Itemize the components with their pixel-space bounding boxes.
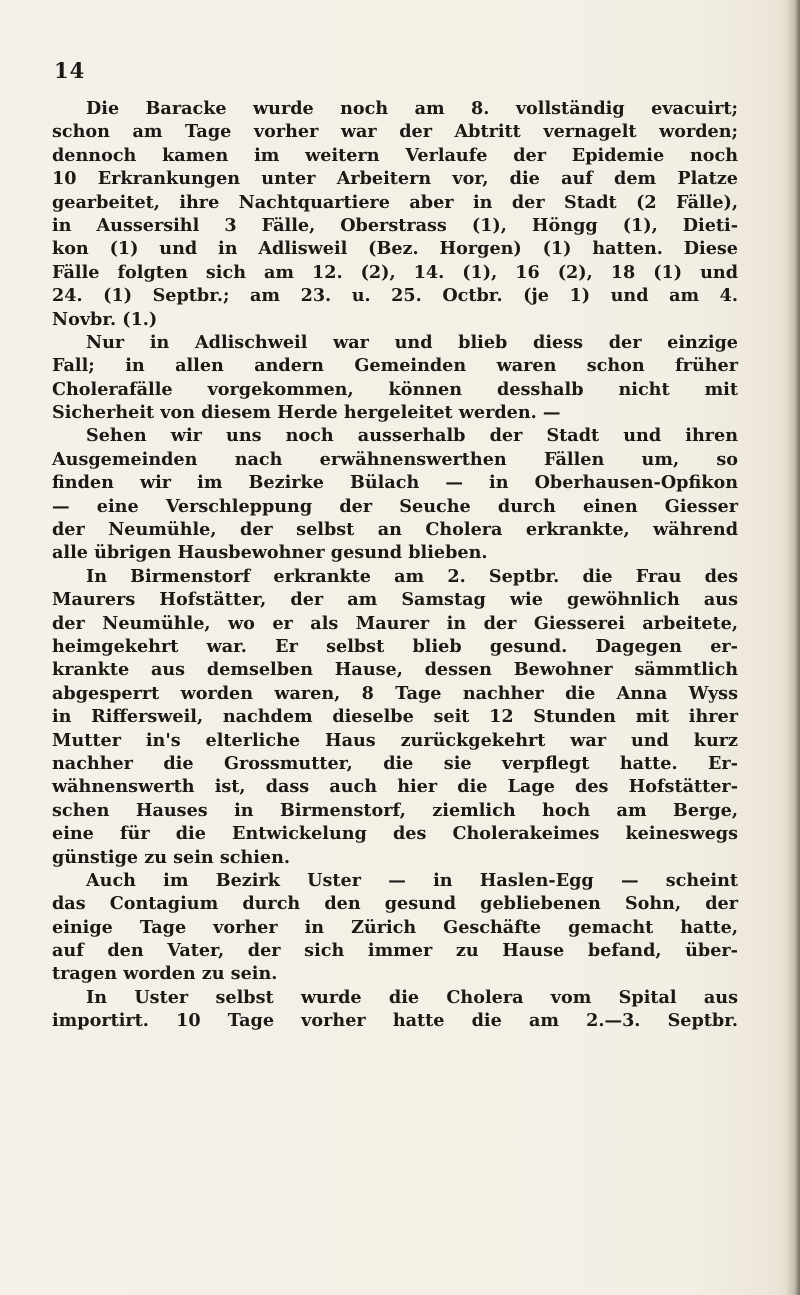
page-number: 14 bbox=[54, 58, 86, 83]
text-line: Sicherheit von diesem Herde hergeleitet werden. — bbox=[52, 402, 561, 424]
text-line: in Aussersihl 3 Fälle, Oberstrass (1), Höngg (1), Dieti- bbox=[52, 214, 738, 236]
text-line: schen Hauses in Birmenstorf, ziemlich hoch am Berge, bbox=[52, 799, 738, 821]
text-line: einige Tage vorher in Zürich Geschäfte gemacht hatte, bbox=[52, 916, 738, 938]
text-line: — eine Verschleppung der Seuche durch einen Giesser bbox=[52, 495, 738, 517]
text-line: In Uster selbst wurde die Cholera vom Spital aus bbox=[86, 986, 738, 1008]
text-line: importirt. 10 Tage vorher hatte die am 2.—3. Septbr. bbox=[52, 1010, 738, 1032]
text-line: Fälle folgten sich am 12. (2), 14. (1), 16 (2), 18 (1) und bbox=[52, 261, 738, 283]
text-line: dennoch kamen im weitern Verlaufe der Epidemie noch bbox=[52, 144, 738, 166]
text-line: alle übrigen Hausbewohner gesund blieben. bbox=[52, 542, 488, 564]
text-line: der Neumühle, wo er als Maurer in der Giesserei arbeitete, bbox=[52, 612, 738, 634]
text-line: wähnenswerth ist, dass auch hier die Lage des Hofstätter- bbox=[52, 776, 738, 798]
text-line: In Birmenstorf erkrankte am 2. Septbr. die Frau des bbox=[86, 565, 738, 587]
text-line: Ausgemeinden nach erwähnenswerthen Fällen um, so bbox=[52, 448, 738, 470]
text-line: nachher die Grossmutter, die sie verpflegt hatte. Er- bbox=[52, 752, 738, 774]
text-line: der Neumühle, der selbst an Cholera erkrankte, während bbox=[52, 519, 738, 541]
text-line: krankte aus demselben Hause, dessen Bewohner sämmtlich bbox=[52, 659, 738, 681]
page-edge-shadow bbox=[786, 0, 800, 1295]
text-line: finden wir im Bezirke Bülach — in Oberhausen-Opfikon bbox=[52, 472, 738, 494]
text-line: tragen worden zu sein. bbox=[52, 963, 278, 985]
text-line: Fall; in allen andern Gemeinden waren schon früher bbox=[52, 355, 738, 377]
text-line: in Riffersweil, nachdem dieselbe seit 12 Stunden mit ihrer bbox=[52, 706, 738, 728]
text-line: eine für die Entwickelung des Cholerakeimes keineswegs bbox=[52, 823, 738, 845]
text-line: auf den Vater, der sich immer zu Hause befand, über- bbox=[52, 940, 738, 962]
text-line: Maurers Hofstätter, der am Samstag wie gewöhnlich aus bbox=[52, 589, 738, 611]
text-line: Novbr. (1.) bbox=[52, 308, 158, 330]
text-line: das Contagium durch den gesund gebliebenen Sohn, der bbox=[52, 893, 738, 915]
text-line: Nur in Adlischweil war und blieb diess der einzige bbox=[86, 331, 738, 353]
text-line: günstige zu sein schien. bbox=[52, 846, 291, 868]
text-line: heimgekehrt war. Er selbst blieb gesund. Dagegen er- bbox=[52, 635, 738, 657]
text-line: Die Baracke wurde noch am 8. vollständig evacuirt; bbox=[86, 98, 738, 119]
text-line: Cholerafälle vorgekommen, können desshalb nicht mit bbox=[52, 378, 738, 400]
text-line: gearbeitet, ihre Nachtquartiere aber in der Stadt (2 Fälle), bbox=[52, 191, 738, 213]
body-text bbox=[52, 97, 738, 1033]
text-line: Auch im Bezirk Uster — in Haslen-Egg — scheint bbox=[86, 869, 738, 891]
text-line: Mutter in's elterliche Haus zurückgekehrt war und kurz bbox=[52, 729, 738, 751]
text-line: 10 Erkrankungen unter Arbeitern vor, die auf dem Platze bbox=[52, 168, 738, 190]
text-line: kon (1) und in Adlisweil (Bez. Horgen) (1) hatten. Diese bbox=[52, 238, 738, 260]
text-line: schon am Tage vorher war der Abtritt vernagelt worden; bbox=[52, 121, 738, 143]
text-line: abgesperrt worden waren, 8 Tage nachher die Anna Wyss bbox=[52, 682, 738, 704]
text-line: 24. (1) Septbr.; am 23. u. 25. Octbr. (je 1) und am 4. bbox=[52, 285, 738, 307]
text-line: Sehen wir uns noch ausserhalb der Stadt und ihren bbox=[86, 425, 738, 447]
